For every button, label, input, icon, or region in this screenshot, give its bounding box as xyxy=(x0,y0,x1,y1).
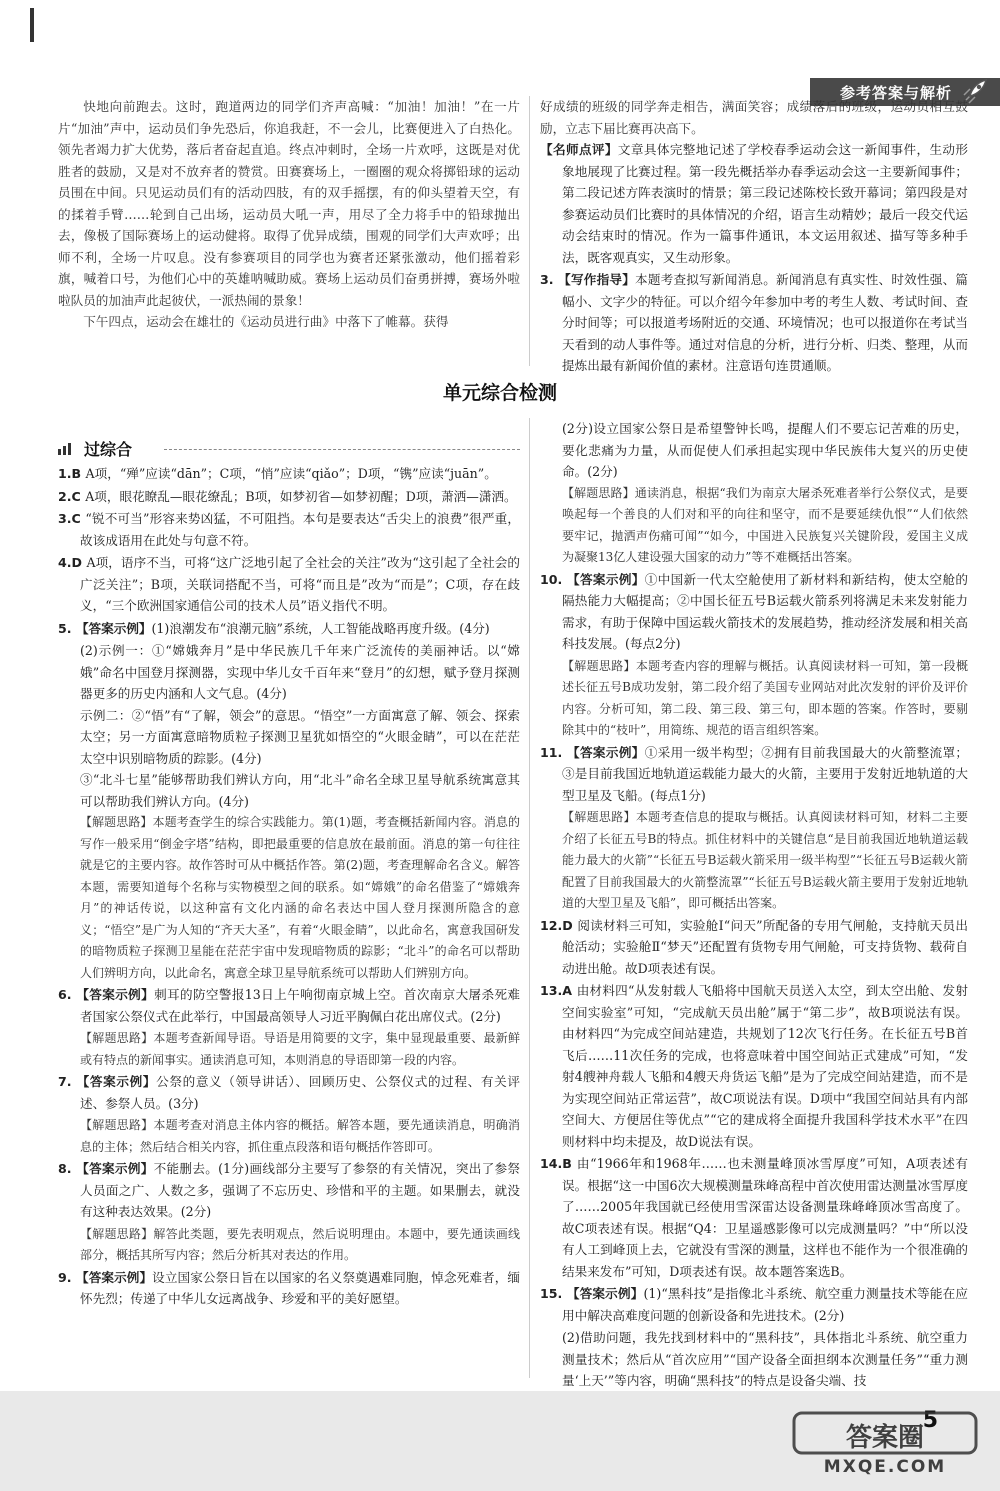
watermark-logo xyxy=(790,1409,980,1481)
item-text: A项，语序不当，可将“这广泛地引起了全社会的关注”改为“这引起了全社会的广泛关注”；B项，关联词搭配不当，可将“而且是”改为“而是”；C项，存在歧义，“三个欧洲国家通信公司的技术人员”语义指代不明。 xyxy=(80,555,520,613)
item-number: 7. xyxy=(58,1074,77,1089)
answer-item xyxy=(540,139,968,268)
item-number: 10. xyxy=(540,571,568,587)
item-tag: 【答案示例】 xyxy=(76,1269,153,1285)
item-text: 由“1966年和1968年……也未测量峰顶冰雪厚度”可知，A项表述有误。根据“这一中国6次大规模测量珠峰高程中首次使用雷达测量冰雪厚度了……2005年我国就已经使用雪深雷达设备测量珠峰峰顶冰雪高度了。故C项表述有误。根据“Q4：卫星遥感影像可以完成测量吗？”中“所以没有人工到峰顶上去，它就没有雪深的测量，这样也不能作为一个很准确的结果来发布”可知，D项表述有误。故本题答案选B。 xyxy=(562,1156,969,1279)
page-number: 5 xyxy=(922,1408,938,1433)
item-number: 12.D xyxy=(540,917,578,933)
item-number: 2.C xyxy=(58,488,86,504)
answer-continuation: 示例二：②“悟”有“了解，领会”的意思。“悟空”一方面寓意了解、领会、探索太空；另一方面寓意暗物质粒子探测卫星犹如悟空的“火眼金睛”，可以在茫茫太空中识别暗物质的踪影。(4分) xyxy=(80,707,520,766)
article-paragraph: 好成绩的班级的同学奔走相告，满面笑容；成绩落后的班级，运动员相互鼓励，立志下届比赛再决高下。 xyxy=(540,99,968,136)
item-number: 6. xyxy=(58,987,77,1002)
item-text: 文章具体完整地记述了学校春季运动会这一新闻事件，生动形象地展现了比赛过程。第一段先概括举办春季运动会这一主要新闻事件；第二段记述方阵表演时的情景；第三段记述陈校长致开幕词；第四段是对参赛运动员们比赛时的具体情况的介绍，语言生动精妙；最后一段交代运动会结束时的情况。作为一篇事件通讯，本文运用叙述、描写等多种手法，既客观真实，又生动形象。 xyxy=(562,142,969,265)
analysis-note: 【解题思路】本题考查学生的综合实践能力。第(1)题，考查概括新闻内容。消息的写作一般采用“倒金字塔”结构，即把最重要的信息放在最前面。消息的第一句往往就是它的主要内容。故作答时可从中概括作答。第(2)题，考查理解命名含义。解答本题，需要知道每个名称与实物模型之间的联系。如“嫦娥”的命名借鉴了“嫦娥奔月”的神话传说，以这种富有文化内涵的命名表达中国人登月探测所隐含的意义；“悟空”是广为人知的“齐天大圣”，有着“火眼金睛”，以此命名，寓意我国研发的暗物质粒子探测卫星能在茫茫宇宙中发现暗物质的踪影；“北斗”的命名可以帮助人们辨明方向，以此命名，寓意全球卫星导航系统可以帮助人们辨别方向。 xyxy=(80,815,520,980)
section-subtitle xyxy=(58,437,520,459)
answer-item xyxy=(58,1267,520,1310)
answer-item xyxy=(58,1158,520,1223)
answers-left-column xyxy=(58,463,520,1311)
item-tag: 【名师点评】 xyxy=(540,142,618,157)
analysis-note: 【解题思路】通读消息，根据“我们为南京大屠杀死难者举行公祭仪式，是要唤起每一个善良的人们对和平的向往和坚守，而不是要延续仇恨”“人们依然要牢记，抛洒声伤痛可闻”“如今，中国进入民族复兴关键阶段，爱国主义成为凝聚13亿人建设强大国家的动力”等不难概括出答案。 xyxy=(562,485,968,564)
item-text: (1)浪潮发布“浪潮元脑”系统，人工智能战略再度升级。(4分) xyxy=(151,620,490,636)
answer-continuation: (2分)设立国家公祭日是希望警钟长鸣，提醒人们不要忘记苦难的历史，要化悲痛为力量，从而促使人们承担起实现中华民族伟大复兴的历史使命。(2分) xyxy=(562,421,968,479)
item-tag: 【答案示例】 xyxy=(567,744,645,760)
answer-notes-top xyxy=(540,96,968,378)
item-text: (1)“黑科技”是指像北斗系统、航空重力测量技术等能在应用中解决高难度问题的创新设备和先进技术。(2分) xyxy=(562,1286,969,1323)
item-number: 3. xyxy=(540,272,559,287)
item-number: 14.B xyxy=(540,1156,577,1171)
answer-item xyxy=(58,1071,520,1114)
answer-item xyxy=(58,618,520,640)
item-text: 设立国家公祭日旨在以国家的名义祭奠遇难同胞，悼念死难者，缅怀先烈；传递了中华儿女远离战争、珍爱和平的美好愿望。 xyxy=(80,1269,520,1306)
item-text: 本题考查拟写新闻消息。新闻消息有真实性、时效性强、篇幅小、文字少的特征。可以介绍今年参加中考的考生人数、考试时间、查分时间等；可以报道考场附近的交通、环境情况；也可以报道你在考试当天看到的动人事件等。通过对信息的分析，进行分析、归类、整理，从而提炼出最有新闻价值的素材。注意语句连贯通顺。 xyxy=(562,272,969,373)
bars-icon xyxy=(58,441,76,455)
item-number: 8. xyxy=(58,1161,77,1176)
answer-item xyxy=(58,984,520,1027)
item-number: 13.A xyxy=(540,983,577,998)
analysis-note: 【解题思路】本题考查内容的理解与概括。认真阅读材料一可知，第一段概述长征五号B成功发射，第二段介绍了美国专业网站对此次发射的评价及评价内容。分析可知，第二段、第三段、第三句，即本题的答案。作答时，要剔除其中的“枝叶”，用简练、规范的语言组织答案。 xyxy=(562,658,968,737)
item-tag: 【答案示例】 xyxy=(566,1286,644,1301)
item-text: 由材料四“从发射载人飞船将中国航天员送入太空，到太空出舱、发射空间实验室”可知，“完成航天员出舱”属于“第二步”，故B项说法有误。由材料四“为完成空间站建造，共规划了12次飞行任务。在长征五号B首飞后……11次任务的完成，也将意味着中国空间站正式建成”可知，“发射4艘神舟载人飞船和4艘天舟货运飞船”是为了完成空间站建造，而不是为实现空间站正常运营”，故C项说法有误。D项中“我国空间站具有内部空间大、方便居住等优点”“它的建成将全面提升我国科学技术水平”在四则材料中均未提及，故D说法有误。 xyxy=(562,983,968,1149)
item-number: 15. xyxy=(540,1286,567,1301)
item-number: 9. xyxy=(58,1269,77,1285)
answer-item xyxy=(540,1283,968,1326)
answer-item xyxy=(58,486,520,508)
article-paragraph: 快地向前跑去。这时，跑道两边的同学们齐声高喊：“加油！加油！”在一片片“加油”声中，运动员们争先恐后，你追我赶，不一会儿，比赛便进入了白热化。领先者竭力扩大优势，落后者奋起直追。终点冲刺时，全场一片欢呼，这既是对优胜者的鼓励，又是对不放弃者的赞赏。田赛赛场上，一圈圈的观众将掷铅球的运动员围在中间。只见运动员们有的活动四肢，有的双手摇摆，有的仰头望着天空，有的揉着手臂……轮到自己出场，运动员大吼一声，用尽了全力将手中的铅球抛出去，像极了国际赛场上的运动健将。取得了优异成绩，围观的同学们大声欢呼；出师不利，全场一片叹息。没有参赛项目的同学也为赛者还紧张激动，他们摇着彩旗，喊着口号，为他们心中的英雄呐喊助威。赛场上运动员们奋勇拼搏，赛场外啦啦队员的加油声此起彼伏，一派热闹的景象！ xyxy=(58,99,520,308)
item-text: ①中国新一代太空舱使用了新材料和新结构，使太空舱的隔热能力大幅提高；②中国长征五号B运载火箭系列将满足未来发射能力需求，有助于保障中国运载火箭技术的发展趋势，推动经济发展和相关高科技发展。(每点2分) xyxy=(562,571,968,651)
section-title: 单元综合检测 xyxy=(442,382,557,404)
item-tag: 【答案示例】 xyxy=(76,987,155,1002)
answer-item xyxy=(540,980,968,1152)
answer-item xyxy=(58,508,520,551)
answers-right-column xyxy=(540,418,968,1392)
article-continuation xyxy=(58,96,520,333)
item-number: 3.C xyxy=(58,511,86,526)
analysis-note: 【解题思路】本题考查对消息主体内容的概括。解答本题，要先通读消息，明确消息的主体；然后结合相关内容，抓住重点段落和语句概括作答即可。 xyxy=(80,1118,520,1154)
answer-item xyxy=(540,269,968,377)
answer-item xyxy=(58,552,520,617)
answer-continuation: ③“北斗七星”能够帮助我们辨认方向，用“北斗”命名全球卫星导航系统寓意其可以帮助我们辨认方向。(4分) xyxy=(80,772,520,809)
item-tag: 【答案示例】 xyxy=(567,571,645,587)
answer-continuation: (2)示例一：①“嫦娥奔月”是中华民族几千年来广泛流传的美丽神话。以“嫦娥”命名中国登月探测器，实现中华儿女千百年来“登月”的幻想，赋予登月探测器更多的历史内涵和人文气息。(4分) xyxy=(80,643,520,701)
analysis-note: 【解题思路】本题考查新闻导语。导语是用简要的文字，集中显现最重要、最新鲜或有特点的新闻事实。通读消息可知，本则消息的导语即第一段的内容。 xyxy=(80,1031,520,1067)
item-number: 5. xyxy=(58,620,76,636)
item-text: “锐不可当”形容来势凶猛，不可阻挡。本句是要表达“舌尖上的浪费”很严重，故该成语用在此处与句意不符。 xyxy=(80,511,520,548)
watermark-url: MXQE.COM xyxy=(823,1457,947,1477)
item-text: A项，眼花瞭乱—眼花缭乱；B项，如梦初省—如梦初醒；D项，萧洒—潇洒。 xyxy=(85,488,517,504)
subtitle-label: 过综合 xyxy=(84,440,133,459)
answer-continuation: (2)借助问题，我先找到材料中的“黑科技”，具体指北斗系统、航空重力测量技术；然后从“首次应用”“国产设备全面担纲本次测量任务”“重力测量‘上天’”等内容，明确“黑科技”的特点是设备尖端、技 xyxy=(562,1330,968,1388)
answer-item xyxy=(58,463,520,485)
item-number: 11. xyxy=(540,744,568,760)
item-text: 阅读材料三可知，实验舱Ⅰ“问天”所配备的专用气闸舱，支持航天员出舱活动；实验舱Ⅱ“梦天”还配置有货物专用气闸舱，可支持货物、载荷自动进出舱。故D项表述有误。 xyxy=(562,917,968,976)
watermark-text: 答案圈 xyxy=(845,1423,924,1453)
corner-mark xyxy=(30,8,34,42)
subtitle-rule xyxy=(164,449,520,450)
item-tag: 【写作指导】 xyxy=(558,272,636,287)
item-text: 刺耳的防空警报13日上午响彻南京城上空。首次南京大屠杀死难者国家公祭仪式在此举行，中国最高领导人习近平胸佩白花出席仪式。(2分) xyxy=(80,987,521,1024)
header-title: 参考答案与解析 xyxy=(839,84,952,102)
answer-item xyxy=(540,915,968,980)
item-text: ①采用一级半构型；②拥有目前我国最大的火箭整流罩；③是目前我国近地轨道运载能力最大的火箭，主要用于发射近地轨道的大型卫星及飞船。(每点1分) xyxy=(562,744,968,803)
item-number: 4.D xyxy=(58,555,87,570)
column-divider xyxy=(529,418,530,1378)
article-paragraph: 下午四点，运动会在雄壮的《运动员进行曲》中落下了帷幕。获得 xyxy=(83,314,449,329)
answer-item xyxy=(540,569,968,655)
analysis-note: 【解题思路】解答此类题，要先表明观点，然后说明理由。本题中，要先通读画线部分，概括其所写内容；然后分析其对表达的作用。 xyxy=(80,1226,520,1262)
item-tag: 【答案示例】 xyxy=(76,1074,157,1089)
item-number: 1.B xyxy=(58,466,86,481)
item-text: 公祭的意义（领导讲话）、回顾历史、公祭仪式的过程、有关评述、参祭人员。(3分) xyxy=(80,1074,521,1111)
item-tag: 【答案示例】 xyxy=(76,1161,154,1176)
analysis-note: 【解题思路】本题考查信息的提取与概括。认真阅读材料可知，材料二主要介绍了长征五号B的特点。抓住材料中的关键信息“是目前我国近地轨道运载能力最大的火箭”“长征五号B运载火箭采用一级半构型”“长征五号B运载火箭配置了目前我国最大的火箭整流罩”“长征五号B运载火箭主要用于发射近地轨道的大型卫星及飞船”，即可概括出答案。 xyxy=(562,810,968,910)
column-divider xyxy=(529,96,530,366)
item-tag: 【答案示例】 xyxy=(75,620,152,636)
item-text: 不能删去。(1分)画线部分主要写了参祭的有关情况，突出了参祭人员面之广、人数之多，强调了不忘历史、珍惜和平的主题。如果删去，就没有这种表达效果。(2分) xyxy=(80,1161,521,1219)
answer-item xyxy=(540,1153,968,1282)
answer-item xyxy=(540,742,968,807)
item-text: A项，“殚”应读“dān”；C项，“悄”应读“qiǎo”；D项，“镌”应读“juān”。 xyxy=(85,466,497,481)
